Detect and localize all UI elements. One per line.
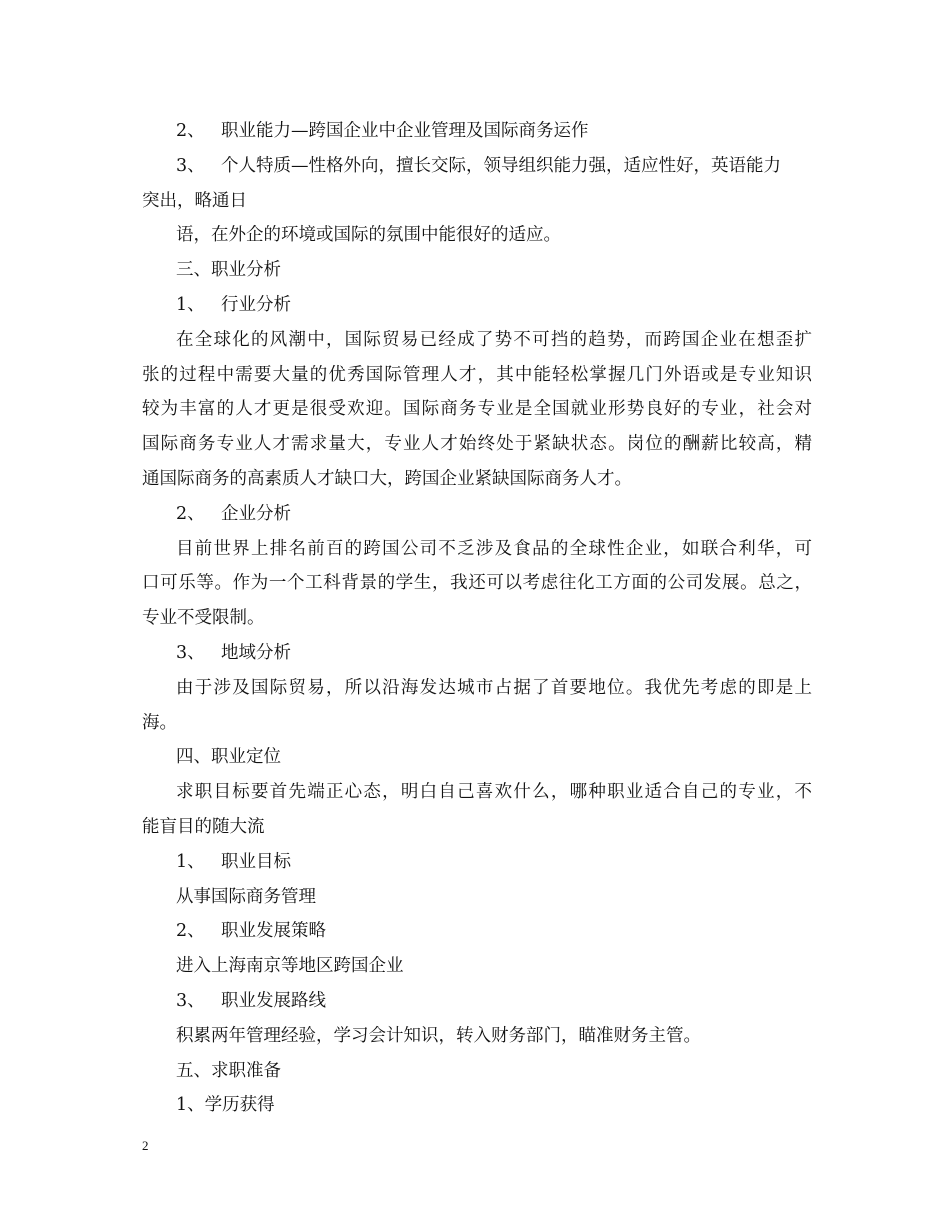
item-number: 3、 — [176, 155, 205, 176]
list-item — [142, 845, 812, 880]
paragraph-line: 较为丰富的人才更是很受欢迎。国际商务专业是全国就业形势良好的专业，社会对 — [142, 399, 812, 420]
item-number: 3、 — [176, 642, 205, 663]
paragraph-line: 由于涉及国际贸易，所以沿海发达城市占据了首要地位。我优先考虑的即是上 — [176, 677, 812, 698]
list-item — [142, 636, 812, 671]
page-number: 2 — [142, 1138, 149, 1153]
item-text: 职业发展策略 — [221, 921, 326, 942]
paragraph-line: 张的过程中需要大量的优秀国际管理人才，其中能轻松掌握几门外语或是专业知识 — [142, 364, 812, 385]
paragraph-line: 专业不受限制。 — [142, 608, 265, 629]
paragraph-line: 求职目标要首先端正心态，明白自己喜欢什么，哪种职业适合自己的专业，不 — [176, 782, 812, 803]
item-text: 个人特质—性格外向，擅长交际，领导组织能力强，适应性好，英语能力 — [221, 155, 781, 176]
item-number: 1、 — [176, 294, 205, 315]
list-item — [142, 497, 812, 532]
item-text: 职业能力—跨国企业中企业管理及国际商务运作 — [221, 121, 589, 141]
paragraph-line: 国际商务专业人才需求量大，专业人才始终处于紧缺状态。岗位的酬薪比较高，精 — [142, 434, 812, 455]
subsection-heading: 1、学历获得 — [176, 1095, 275, 1116]
paragraph-line: 积累两年管理经验，学习会计知识，转入财务部门，瞄准财务主管。 — [176, 1025, 701, 1046]
paragraph-line: 语，在外企的环境或国际的氛围中能很好的适应。 — [176, 225, 561, 246]
list-item — [142, 149, 812, 184]
item-number: 2、 — [176, 921, 205, 942]
item-text: 地域分析 — [221, 642, 291, 663]
paragraph-line: 从事国际商务管理 — [176, 886, 316, 907]
list-item — [142, 984, 812, 1019]
paragraph-line: 口可乐等。作为一个工科背景的学生，我还可以考虑往化工方面的公司发展。总之， — [142, 573, 812, 594]
section-heading: 四、职业定位 — [176, 747, 281, 768]
paragraph-line: 在全球化的风潮中，国际贸易已经成了势不可挡的趋势，而跨国企业在想歪扩 — [176, 329, 812, 350]
paragraph-line: 突出，略通日 — [142, 190, 247, 211]
item-number: 3、 — [176, 990, 205, 1011]
paragraph-line: 能盲目的随大流 — [142, 816, 265, 837]
item-text: 企业分析 — [221, 503, 291, 524]
item-number: 2、 — [176, 121, 205, 141]
paragraph-line: 通国际商务的高素质人才缺口大，跨国企业紧缺国际商务人才。 — [142, 468, 632, 489]
list-item — [142, 914, 812, 949]
list-item — [142, 114, 812, 149]
document-body — [142, 114, 812, 1123]
item-text: 职业目标 — [221, 851, 291, 872]
paragraph-line: 目前世界上排名前百的跨国公司不乏涉及食品的全球性企业，如联合利华，可 — [176, 538, 812, 559]
list-item — [142, 288, 812, 323]
item-text: 行业分析 — [221, 294, 291, 315]
item-number: 2、 — [176, 503, 205, 524]
section-heading: 三、职业分析 — [176, 260, 281, 281]
item-text: 职业发展路线 — [221, 990, 326, 1011]
paragraph-line: 进入上海南京等地区跨国企业 — [176, 956, 404, 977]
paragraph-line: 海。 — [142, 712, 177, 733]
section-heading: 五、求职准备 — [176, 1060, 281, 1081]
item-number: 1、 — [176, 851, 205, 872]
